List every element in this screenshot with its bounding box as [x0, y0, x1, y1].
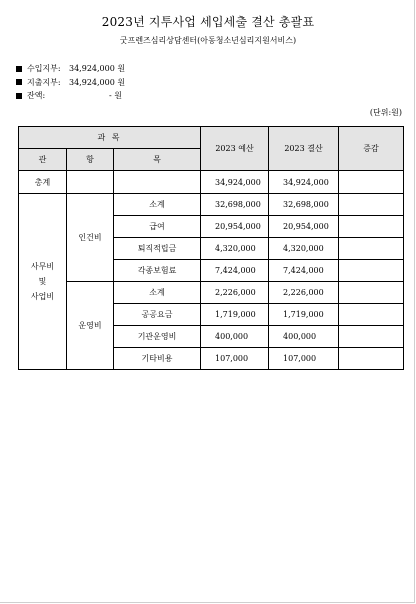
total-diff [339, 171, 404, 194]
summary-label: 수입지부: [27, 64, 61, 74]
diff-cell [339, 304, 404, 326]
mok-cell: 기타비용 [114, 348, 201, 370]
gwan-label-line: 사업비 [30, 292, 55, 301]
diff-cell [339, 326, 404, 348]
diff-cell [339, 238, 404, 260]
total-mok-cell [114, 171, 201, 194]
settlement-cell: 20,954,000 [269, 216, 339, 238]
summary-value: 34,924,000 원 [69, 64, 126, 74]
header-mok: 목 [114, 149, 201, 171]
budget-cell: 400,000 [201, 326, 269, 348]
table-row [19, 282, 404, 304]
summary-block [16, 62, 127, 103]
mok-cell: 소계 [114, 194, 201, 216]
diff-cell [339, 282, 404, 304]
summary-income [16, 62, 127, 76]
total-label: 총계 [19, 171, 67, 194]
summary-balance [16, 89, 127, 103]
summary-label: 지출지부: [27, 77, 61, 87]
summary-expense [16, 76, 127, 90]
mok-cell: 급여 [114, 216, 201, 238]
summary-value: 34,924,000 원 [69, 77, 126, 87]
header-category: 과 목 [19, 127, 201, 149]
diff-cell [339, 216, 404, 238]
bullet-square-icon [16, 93, 22, 99]
settlement-table [18, 126, 404, 370]
diff-cell [339, 194, 404, 216]
settlement-cell: 1,719,000 [269, 304, 339, 326]
header-settlement: 2023 결산 [269, 127, 339, 171]
header-hang: 항 [67, 149, 114, 171]
summary-value: - 원 [109, 91, 122, 101]
header-diff: 증감 [339, 127, 404, 171]
budget-cell: 32,698,000 [201, 194, 269, 216]
budget-cell: 4,320,000 [201, 238, 269, 260]
document-subtitle: 굿프렌즈심리상담센터(아동청소년심리지원서비스) [119, 36, 297, 45]
mok-cell: 공공요금 [114, 304, 201, 326]
header-row-1 [19, 127, 404, 149]
settlement-cell: 4,320,000 [269, 238, 339, 260]
settlement-cell: 2,226,000 [269, 282, 339, 304]
table-row [19, 194, 404, 216]
budget-cell: 20,954,000 [201, 216, 269, 238]
mok-cell: 기관운영비 [114, 326, 201, 348]
budget-cell: 2,226,000 [201, 282, 269, 304]
header-gwan: 관 [19, 149, 67, 171]
unit-note: (단위:원) [369, 108, 402, 117]
summary-label: 잔액: [27, 91, 46, 101]
gwan-label-line: 및 [38, 277, 47, 286]
settlement-cell: 107,000 [269, 348, 339, 370]
total-row [19, 171, 404, 194]
settlement-cell: 7,424,000 [269, 260, 339, 282]
document-title: 2023년 지투사업 세입세출 결산 총괄표 [101, 15, 315, 29]
gwan-cell [19, 194, 67, 370]
total-budget: 34,924,000 [201, 171, 269, 194]
settlement-cell: 32,698,000 [269, 194, 339, 216]
mok-cell: 각종보험료 [114, 260, 201, 282]
total-settlement: 34,924,000 [269, 171, 339, 194]
mok-cell: 퇴직적립금 [114, 238, 201, 260]
total-hang-cell [67, 171, 114, 194]
settlement-cell: 400,000 [269, 326, 339, 348]
bullet-square-icon [16, 66, 22, 72]
diff-cell [339, 260, 404, 282]
hang-cell-operating: 운영비 [67, 282, 114, 370]
budget-cell: 1,719,000 [201, 304, 269, 326]
diff-cell [339, 348, 404, 370]
mok-cell: 소계 [114, 282, 201, 304]
bullet-square-icon [16, 79, 22, 85]
hang-cell-personnel: 인건비 [67, 194, 114, 282]
budget-cell: 7,424,000 [201, 260, 269, 282]
budget-cell: 107,000 [201, 348, 269, 370]
header-budget: 2023 예산 [201, 127, 269, 171]
gwan-label-line: 사무비 [30, 262, 55, 271]
